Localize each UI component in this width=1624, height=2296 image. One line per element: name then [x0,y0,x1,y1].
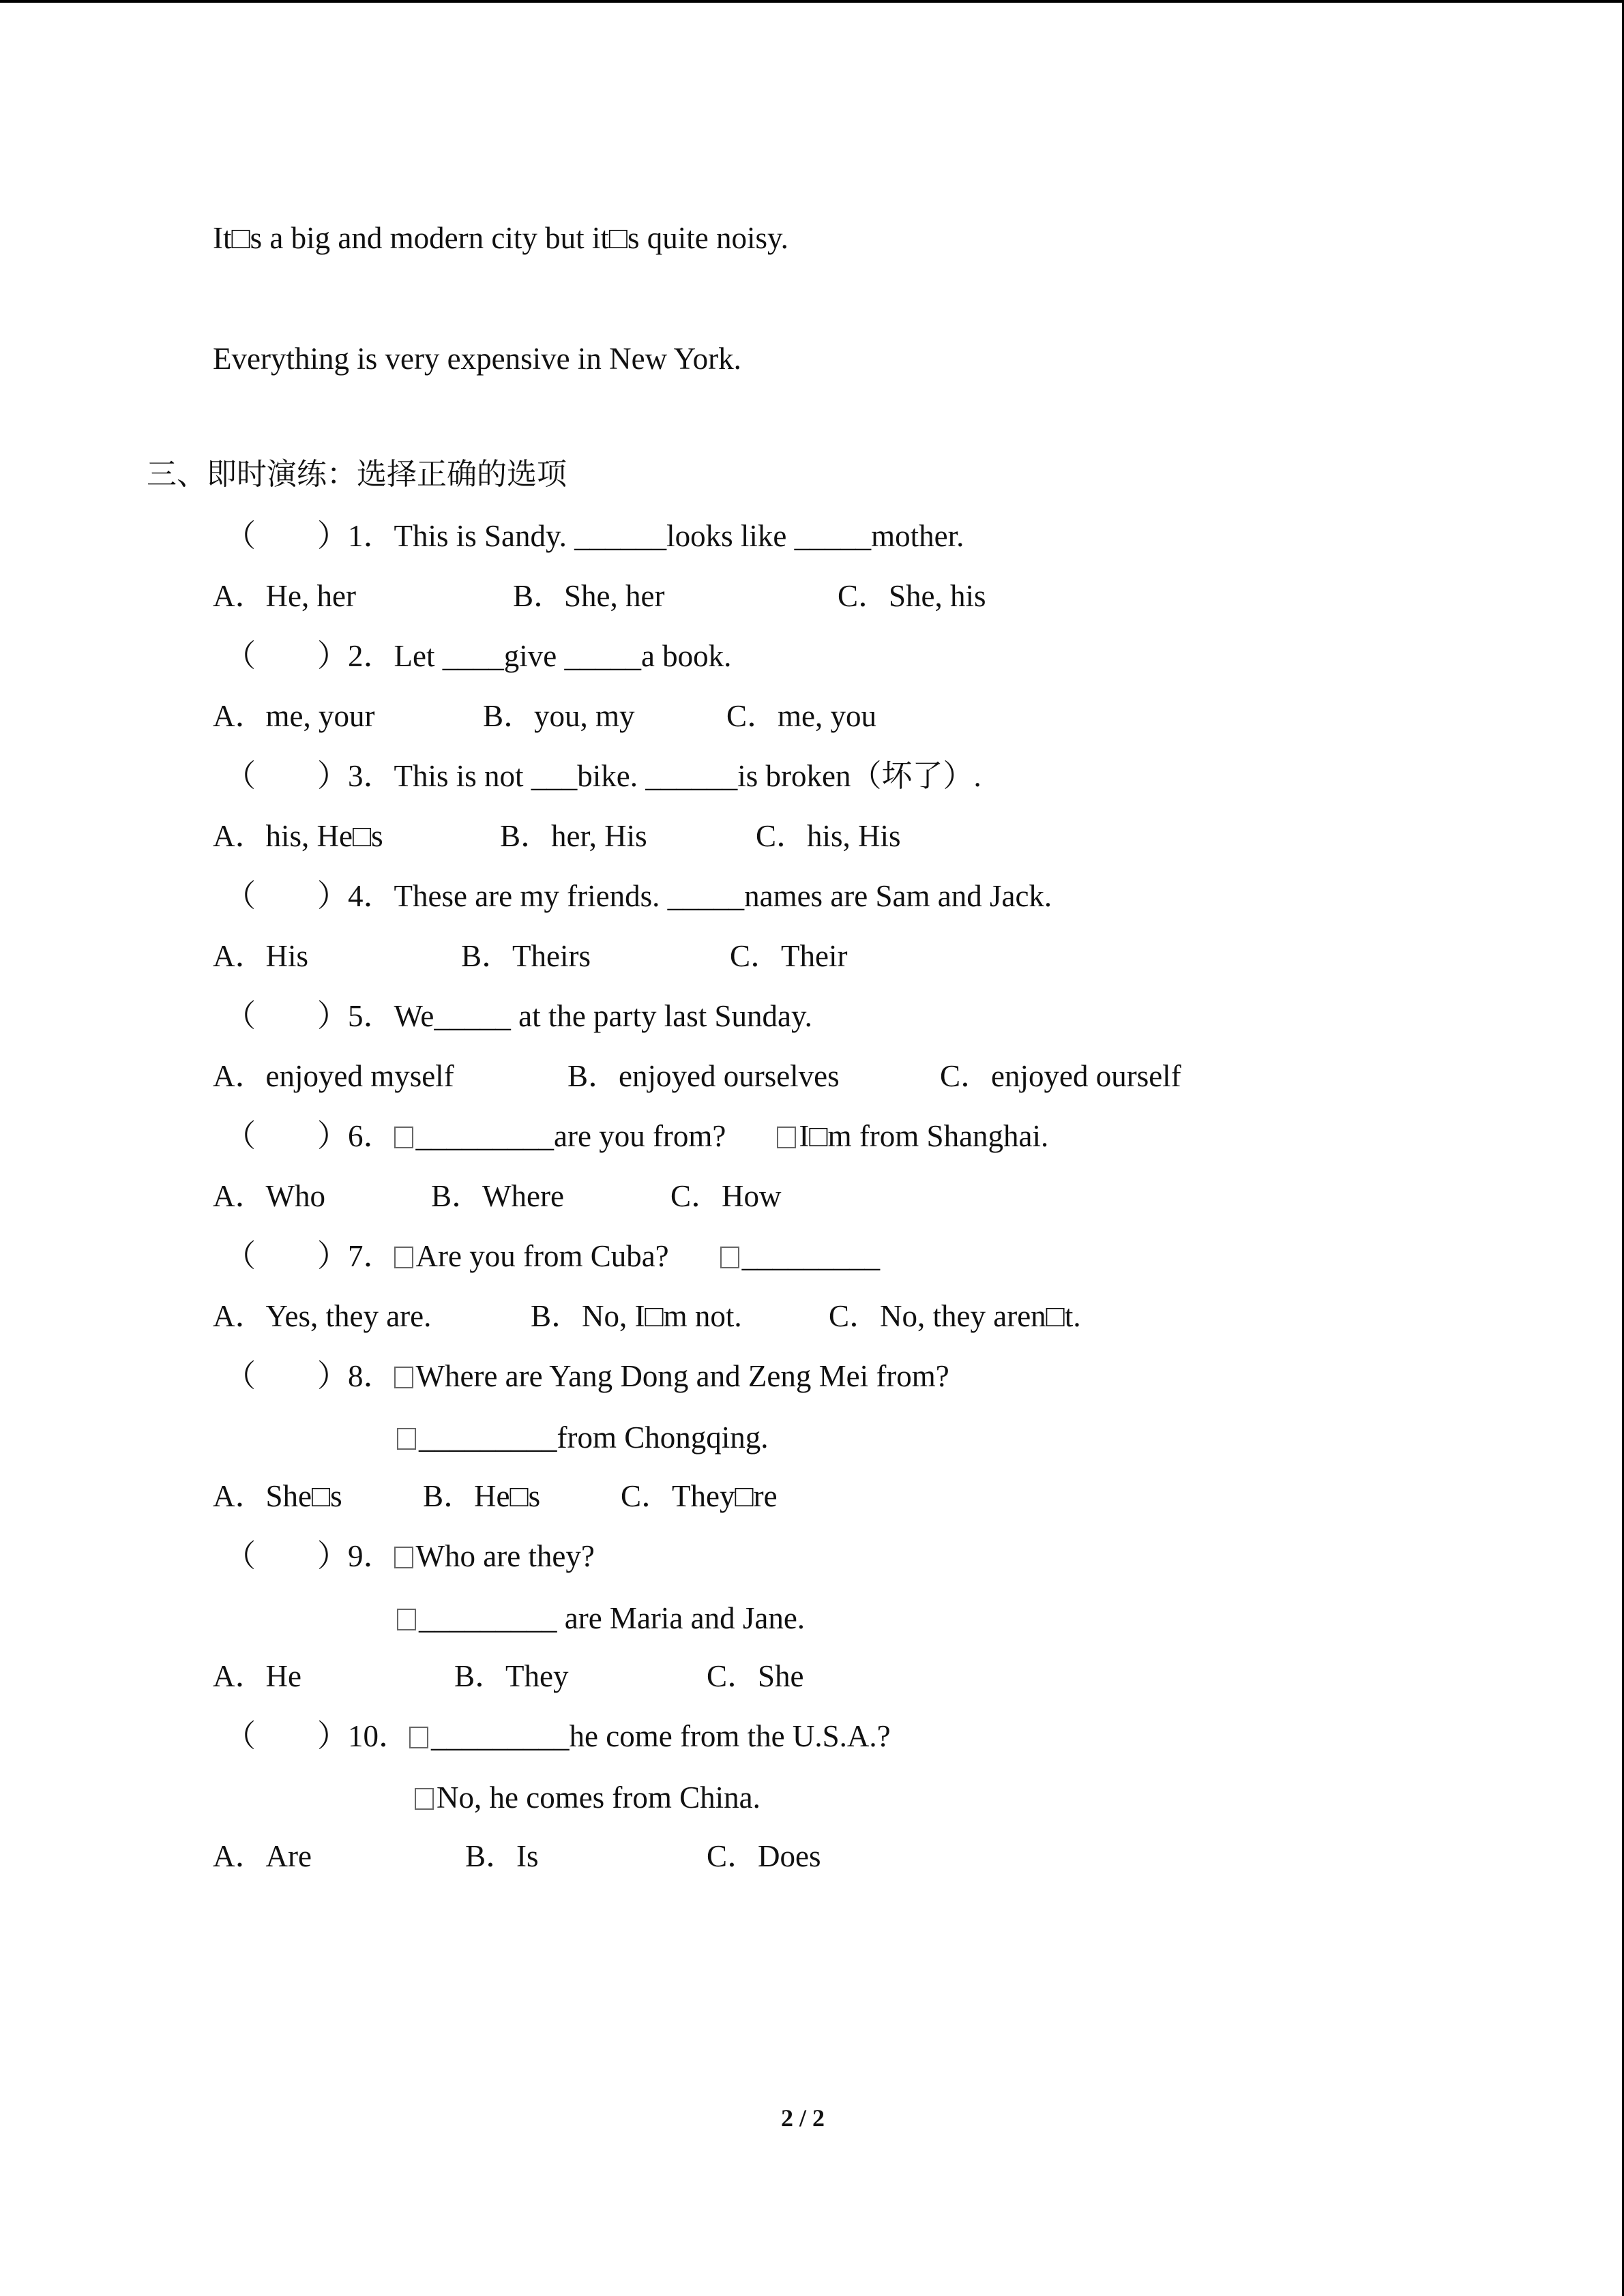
question-text: This is not ___bike. ______is broken（坏了）. [394,759,981,793]
question-2 [225,637,731,675]
question-5 [225,997,812,1035]
missing-glyph-box [394,1247,413,1268]
missing-glyph-box [394,1547,413,1568]
question-prefix: （ ）10． [225,1719,410,1753]
option-c: C．enjoyed ourself [940,1059,1181,1093]
question-prefix: （ ）3． [225,759,394,793]
missing-glyph-box [409,1727,428,1748]
option-b: B．you, my [483,699,635,733]
missing-glyph-box [777,1127,796,1148]
missing-glyph-box [415,1788,434,1810]
question-prefix: （ ）1． [225,519,394,553]
missing-glyph-box [394,1127,413,1148]
option-b: B．No, I□m not. [531,1299,742,1333]
question-9 [225,1537,595,1575]
question-1 [225,517,964,555]
question-8-response [397,1418,769,1457]
question-line-2: _________from Chongqing. [419,1420,769,1455]
question-8 [225,1357,949,1395]
option-a: A．He [213,1659,301,1693]
missing-glyph-box [394,1367,413,1388]
question-line-2: No, he comes from China. [437,1780,761,1815]
option-c: C．his, His [756,819,901,853]
page-number: 2 / 2 [781,2104,825,2132]
option-c: C．She [707,1659,804,1693]
question-text: _________he come from the U.S.A.? [431,1719,891,1753]
option-c: C．How [670,1179,782,1213]
question-4 [225,877,1052,915]
question-text: _________are you from? [415,1119,726,1153]
top-border [0,0,1624,3]
question-text: Who are they? [415,1539,595,1573]
question-9-response [397,1599,805,1637]
option-b: B．her, His [500,819,647,853]
question-prefix: （ ）2． [225,639,394,673]
option-a: A．She□s [213,1479,342,1513]
option-a: A．He, her [213,579,356,613]
option-b: B．enjoyed ourselves [567,1059,840,1093]
option-c: C．me, you [726,699,876,733]
option-a: A．enjoyed myself [213,1059,454,1093]
option-c: C．Does [707,1839,821,1873]
question-10 [225,1717,891,1755]
question-text: This is Sandy. ______looks like _____mother. [394,519,964,553]
question-3 [225,757,981,795]
question-prefix: （ ）6． [225,1119,394,1153]
option-a: A．Who [213,1179,325,1213]
missing-glyph-box [397,1428,416,1450]
question-6 [225,1117,1048,1155]
section-heading: 三、即时演练：选择正确的选项 [147,457,567,492]
option-b: B．Where [431,1179,564,1213]
question-prefix: （ ）8． [225,1359,394,1393]
option-a: A．Are [213,1839,312,1873]
question-text: These are my friends. _____names are Sam and Jack. [394,879,1052,913]
option-c: C．No, they aren□t. [829,1299,1081,1333]
option-a: A．His [213,939,309,973]
option-c: C．Their [730,939,848,973]
question-prefix: （ ）7． [225,1239,394,1273]
missing-glyph-box [720,1247,739,1268]
question-answer: I□m from Shanghai. [799,1119,1049,1153]
option-c: C．She, his [838,579,986,613]
intro-line-2: Everything is very expensive in New York. [213,342,741,376]
option-b: B．Theirs [461,939,591,973]
question-prefix: （ ）5． [225,999,394,1033]
question-text: Where are Yang Dong and Zeng Mei from? [415,1359,949,1393]
question-text: We_____ at the party last Sunday. [394,999,812,1033]
question-text: Let ____give _____a book. [394,639,732,673]
option-b: B．He□s [423,1479,541,1513]
option-a: A．me, your [213,699,375,733]
option-b: B．She, her [513,579,665,613]
option-a: A．Yes, they are. [213,1299,432,1333]
option-b: B．They [454,1659,569,1693]
missing-glyph-box [397,1609,416,1630]
question-line-2: _________ are Maria and Jane. [419,1601,806,1635]
option-b: B．Is [465,1839,539,1873]
question-answer: _________ [741,1239,881,1273]
question-10-response [415,1778,761,1817]
option-c: C．They□re [621,1479,778,1513]
question-7 [225,1237,880,1275]
option-a: A．his, He□s [213,819,383,853]
question-text: Are you from Cuba? [415,1239,669,1273]
question-prefix: （ ）4． [225,879,394,913]
intro-line-1: It□s a big and modern city but it□s quite noisy. [213,221,788,255]
question-prefix: （ ）9． [225,1539,394,1573]
